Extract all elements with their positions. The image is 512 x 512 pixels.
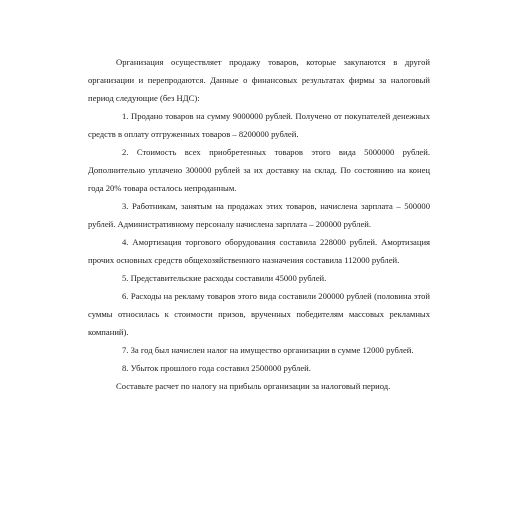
- item-7-paragraph: 7. За год был начислен налог на имущество организации в сумме 12000 рублей.: [122, 345, 414, 355]
- item-8-paragraph: 8. Убыток прошлого года составил 2500000 рублей.: [122, 363, 311, 373]
- item-4-paragraph: 4. Амортизация торгового оборудования составила 228000 рублей. Амортизация прочих основных средств общехозяйственного назначения составила 112000 рублей.: [88, 237, 430, 265]
- item-2-paragraph: 2. Стоимость всех приобретенных товаров этого вида 5000000 рублей. Дополнительно уплачено 300000 рублей за их доставку на склад. По состоянию на конец года 20% товара осталось непроданным.: [88, 147, 430, 193]
- document-body: [88, 53, 430, 395]
- item-1-paragraph: 1. Продано товаров на сумму 9000000 рублей. Получено от покупателей денежных средств в оплату отгруженных товаров – 8200000 рублей.: [88, 111, 430, 139]
- intro-paragraph: Организация осуществляет продажу товаров, которые закупаются в другой организации и перепродаются. Данные о финансовых результатах фирмы за налоговый период следующие (без НДС):: [88, 57, 430, 103]
- item-5-paragraph: 5. Представительские расходы составили 45000 рублей.: [122, 273, 327, 283]
- item-6-paragraph: 6. Расходы на рекламу товаров этого вида составили 200000 рублей (половина этой суммы относилась к стоимости призов, врученных победителям массовых рекламных компаний).: [88, 291, 430, 337]
- item-3-paragraph: 3. Работникам, занятым на продажах этих товаров, начислена зарплата – 500000 рублей. Административному персоналу начислена зарплата – 200000 рублей.: [88, 201, 430, 229]
- task-paragraph: Составьте расчет по налогу на прибыль организации за налоговый период.: [116, 381, 391, 391]
